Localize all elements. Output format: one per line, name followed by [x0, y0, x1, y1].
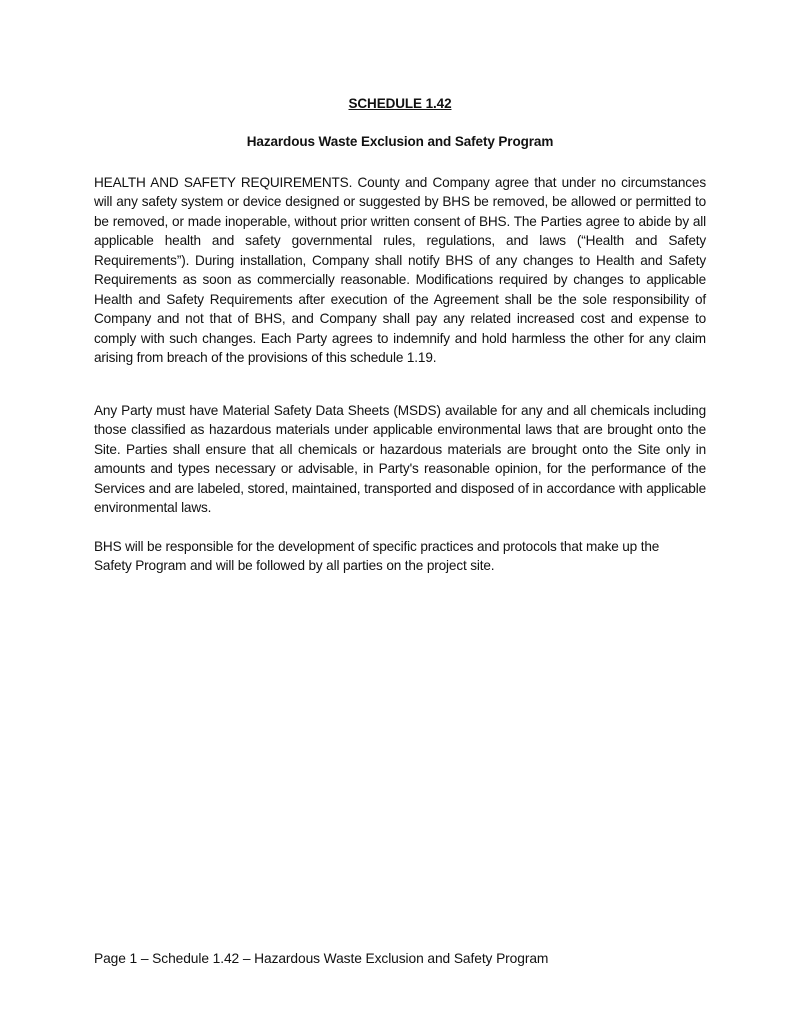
- paragraph-health-safety-requirements: HEALTH AND SAFETY REQUIREMENTS. County and Company agree that under no circumstances will any safety system or device designed or suggested by BHS be removed, be allowed or permitted to be removed, or made inoperable, without prior written consent of BHS. The Parties agree to abide by all applicable health and safety governmental rules, regulations, and laws (“Health and Safety Requirements”). During installation, Company shall notify BHS of any changes to Health and Safety Requirements as soon as commercially reasonable. Modifications required by changes to applicable Health and Safety Requirements after execution of the Agreement shall be the sole responsibility of Company and not that of BHS, and Company shall pay any related increased cost and expense to comply with such changes. Each Party agrees to indemnify and hold harmless the other for any claim arising from breach of the provisions of this schedule 1.19.: [94, 175, 706, 366]
- paragraph-msds: Any Party must have Material Safety Data Sheets (MSDS) available for any and all chemicals including those classified as hazardous materials under applicable environmental laws that are brought onto the Site. Parties shall ensure that all chemicals or hazardous materials are brought onto the Site only in amounts and types necessary or advisable, in Party's reasonable opinion, for the performance of the Services and are labeled, stored, maintained, transported and disposed of in accordance with applicable environmental laws.: [94, 403, 706, 516]
- schedule-title: SCHEDULE 1.42: [348, 96, 452, 111]
- page-footer: Page 1 – Schedule 1.42 – Hazardous Waste Exclusion and Safety Program: [94, 951, 549, 966]
- document-title: Hazardous Waste Exclusion and Safety Program: [246, 134, 554, 149]
- paragraph-safety-program: BHS will be responsible for the development of specific practices and protocols that make up the Safety Program and will be followed by all parties on the project site.: [94, 539, 660, 574]
